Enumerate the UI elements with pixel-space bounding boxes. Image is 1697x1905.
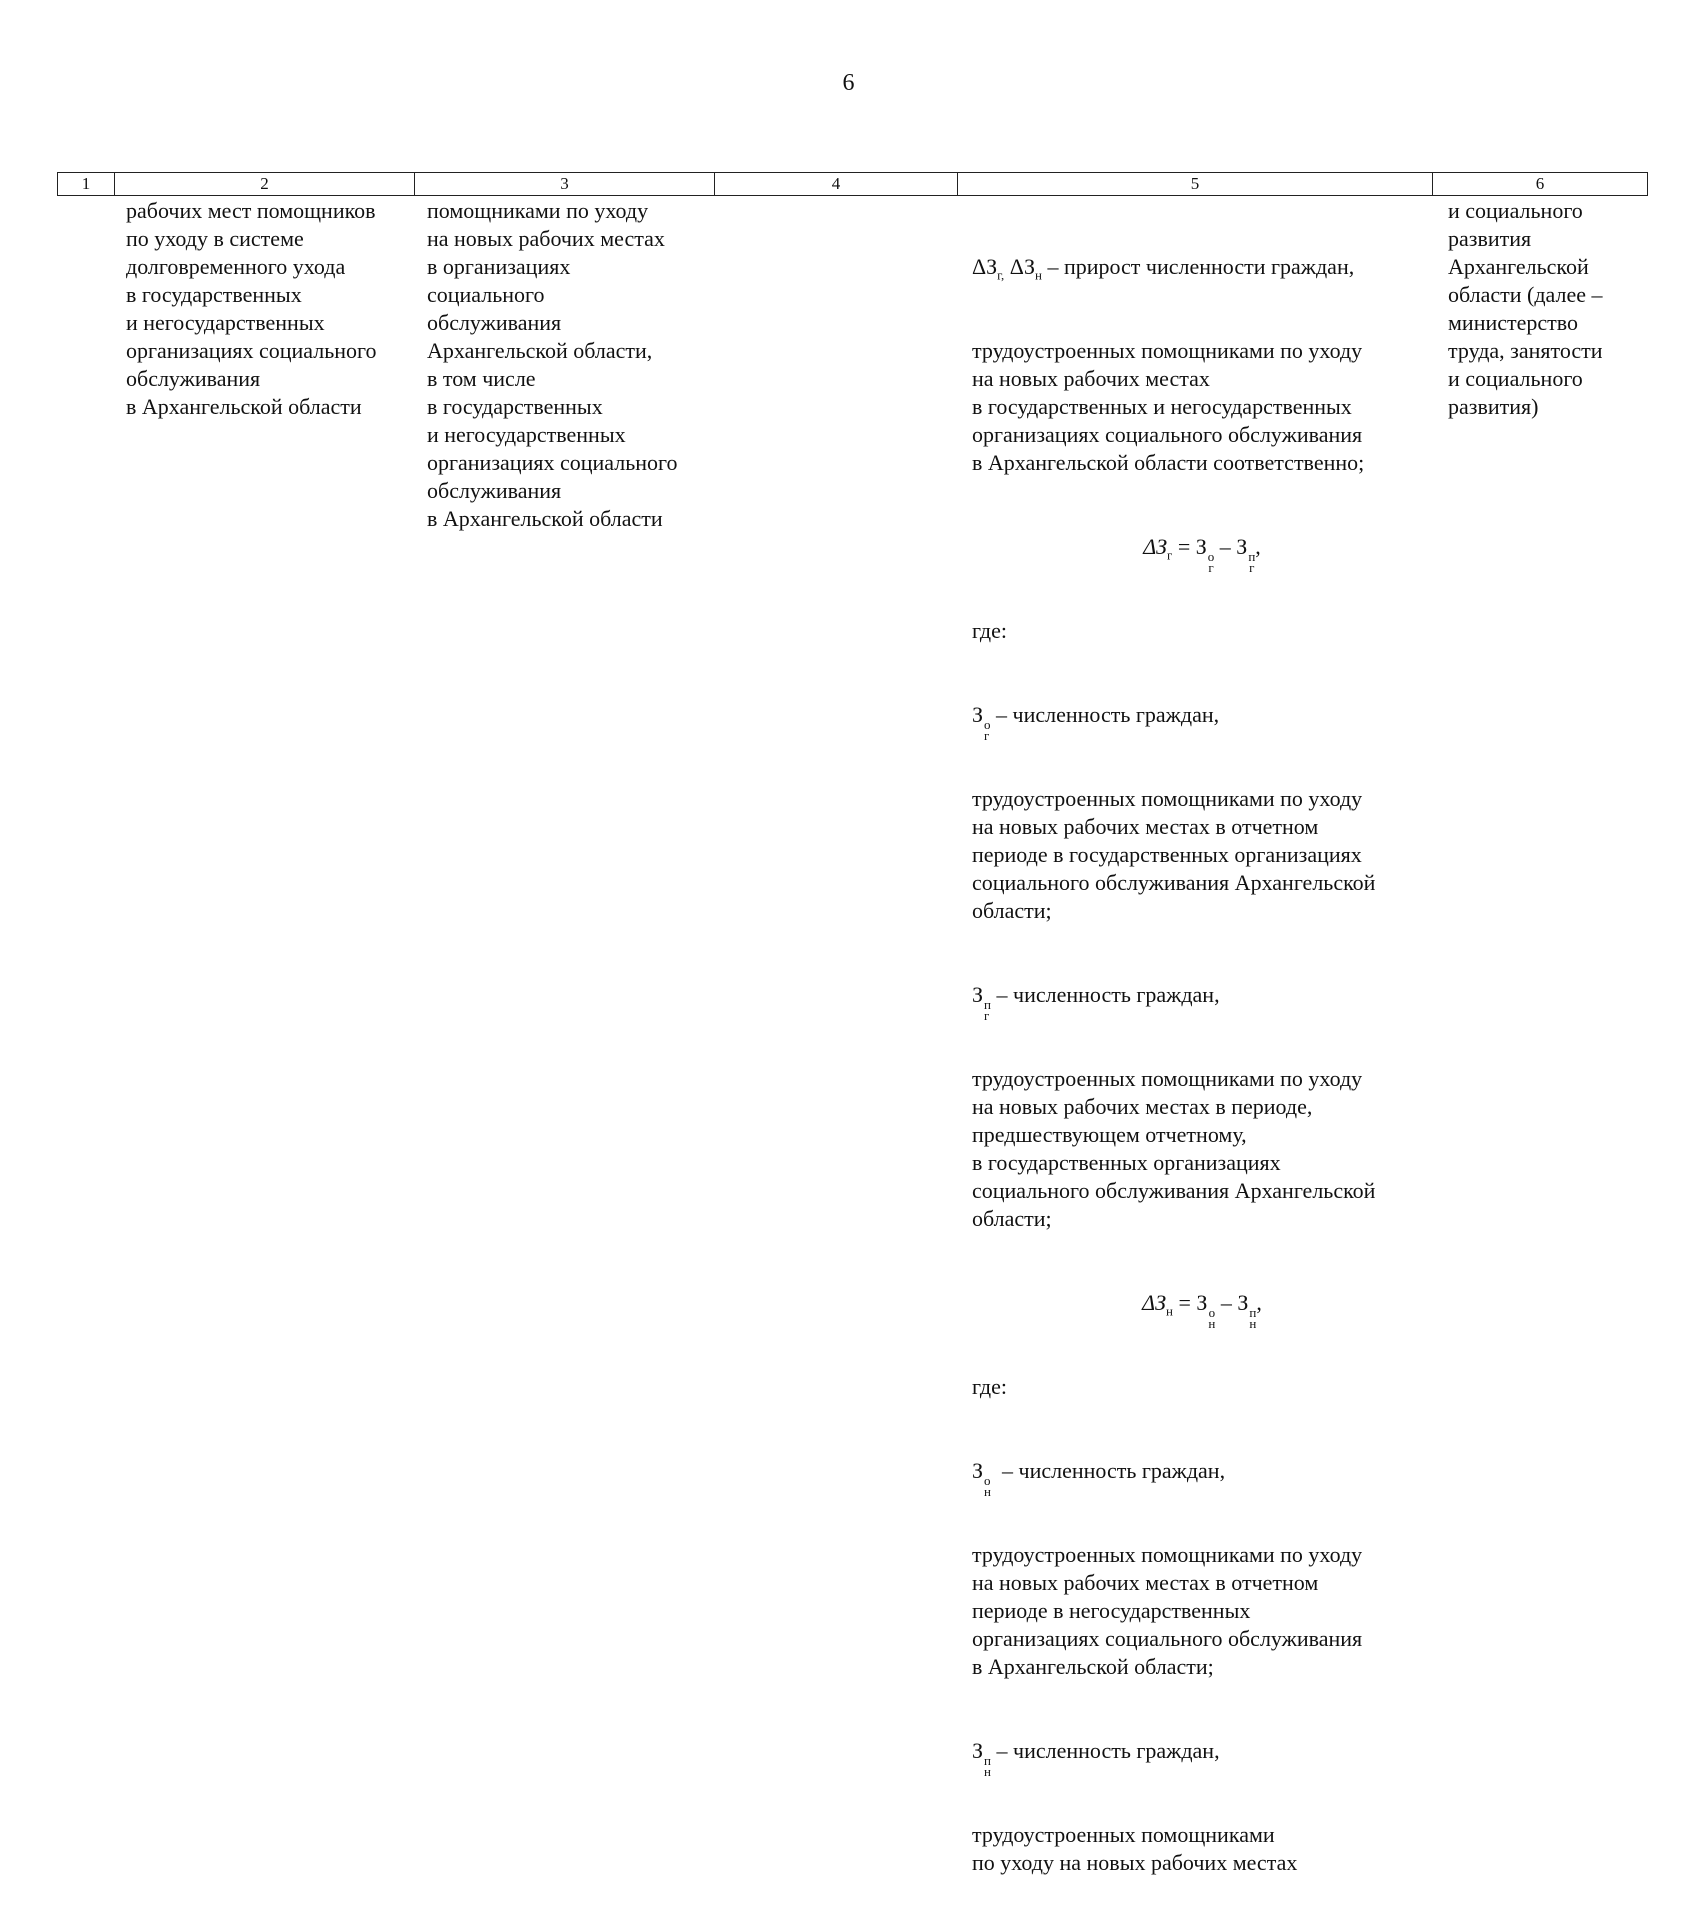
def-nongov-current: З о н – численность граждан, xyxy=(972,1458,1226,1499)
text-line: и негосударственных xyxy=(126,310,325,335)
text-line: в Архангельской области xyxy=(427,506,663,531)
text-line: социального обслуживания Архангельской xyxy=(972,1178,1376,1203)
text-line: обслуживания xyxy=(427,478,562,503)
text-line: Архангельской xyxy=(1448,254,1589,279)
header-cell-3: 3 xyxy=(415,173,715,196)
column-6-text xyxy=(1448,197,1603,421)
text-line: на новых рабочих местах xyxy=(972,366,1210,391)
text-line: социального обслуживания Архангельской xyxy=(972,870,1376,895)
text-line: и социального xyxy=(1448,198,1583,223)
text-line: в том числе xyxy=(427,366,536,391)
text-line: по уходу в системе xyxy=(126,226,304,251)
text-line: долговременного ухода xyxy=(126,254,346,279)
text-line: организациях социального обслуживания xyxy=(972,1626,1363,1651)
where-label: где: xyxy=(972,1374,1007,1399)
text-line: помощниками по уходу xyxy=(427,198,649,223)
text-line: организациях социального xyxy=(126,338,377,363)
text-line: на новых рабочих местах в периоде, xyxy=(972,1094,1313,1119)
column-5-text xyxy=(972,197,1432,1905)
header-cell-6: 6 xyxy=(1433,173,1648,196)
header-cell-4: 4 xyxy=(715,173,958,196)
text-line: на новых рабочих местах в отчетном xyxy=(972,814,1319,839)
formula-gov: $\Delta З_г = З$ о г – З п г , xyxy=(1143,534,1261,575)
text-line: трудоустроенных помощниками по уходу xyxy=(972,1066,1363,1091)
text-line: в Архангельской области; xyxy=(972,1654,1214,1679)
text-line: на новых рабочих местах в отчетном xyxy=(972,1570,1319,1595)
delta-definition-line: $\Delta З_{г,}$ $\Delta З_н$ – прирост численности граждан, xyxy=(972,254,1355,283)
text-line: в Архангельской области xyxy=(126,394,362,419)
column-number-header xyxy=(57,172,1648,196)
text-line: социального xyxy=(427,282,545,307)
def-gov-previous: З п г – численность граждан, xyxy=(972,982,1220,1023)
where-label: где: xyxy=(972,618,1007,643)
def-nongov-previous: З п н – численность граждан, xyxy=(972,1738,1220,1779)
text-line: труда, занятости xyxy=(1448,338,1603,363)
text-line: министерство xyxy=(1448,310,1579,335)
header-cell-1: 1 xyxy=(58,173,115,196)
column-3-text xyxy=(427,197,678,533)
text-line: Архангельской области, xyxy=(427,338,653,363)
text-line: периоде в негосударственных xyxy=(972,1598,1251,1623)
text-line: периоде в государственных организациях xyxy=(972,842,1362,867)
text-line: по уходу на новых рабочих местах xyxy=(972,1850,1298,1875)
text-line: области; xyxy=(972,898,1052,923)
page-number: 6 xyxy=(842,70,855,96)
text-line: области (далее – xyxy=(1448,282,1603,307)
text-line: развития xyxy=(1448,226,1532,251)
text-line: и социального xyxy=(1448,366,1583,391)
text-line: в организациях xyxy=(427,254,571,279)
text-line: организациях социального обслуживания xyxy=(972,422,1363,447)
header-cell-5: 5 xyxy=(958,173,1433,196)
text-line: на новых рабочих местах xyxy=(427,226,665,251)
text-line: предшествующем отчетному, xyxy=(972,1122,1247,1147)
column-2-text xyxy=(126,197,377,421)
text-line: в государственных xyxy=(126,282,302,307)
text-line: трудоустроенных помощниками по уходу xyxy=(972,338,1363,363)
formula-nongov: $\Delta З_н = З$ о н – З п н , xyxy=(1142,1290,1262,1331)
text-line: трудоустроенных помощниками xyxy=(972,1822,1275,1847)
text-line: организациях социального xyxy=(427,450,678,475)
text-line: в государственных организациях xyxy=(972,1150,1281,1175)
text-line: трудоустроенных помощниками по уходу xyxy=(972,1542,1363,1567)
def-gov-current: З о г – численность граждан, xyxy=(972,702,1220,743)
text-line: обслуживания xyxy=(427,310,562,335)
header-cell-2: 2 xyxy=(115,173,415,196)
text-line: рабочих мест помощников xyxy=(126,198,376,223)
text-line: развития) xyxy=(1448,394,1539,419)
text-line: в Архангельской области соответственно; xyxy=(972,450,1365,475)
text-line: области; xyxy=(972,1206,1052,1231)
text-line: в государственных xyxy=(427,394,603,419)
text-line: трудоустроенных помощниками по уходу xyxy=(972,786,1363,811)
text-line: в государственных и негосударственных xyxy=(972,394,1352,419)
text-line: обслуживания xyxy=(126,366,261,391)
text-line: и негосударственных xyxy=(427,422,626,447)
